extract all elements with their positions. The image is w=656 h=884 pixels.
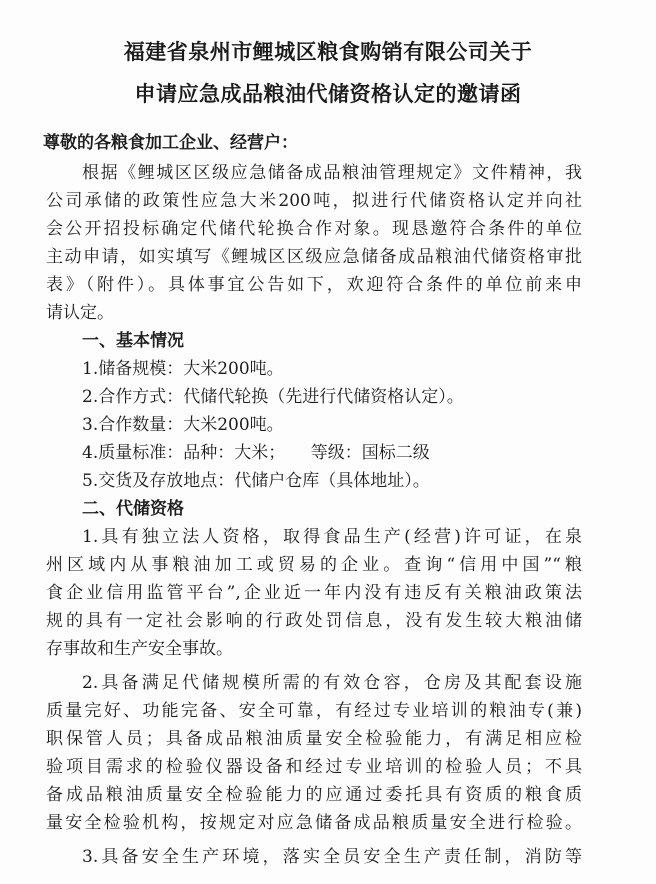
section-heading-basic-info: 一、基本情况	[82, 331, 184, 351]
section-heading-qualification: 二、代储资格	[82, 499, 184, 519]
intro-line: 根据《鲤城区区级应急储备成品粮油管理规定》文件精神，我	[82, 163, 582, 183]
salutation: 尊敬的各粮食加工企业、经营户：	[43, 133, 298, 153]
section2-p1-line: 1.具有独立法人资格，取得食品生产(经营)许可证，在泉	[82, 527, 582, 547]
section1-item: 2.合作方式：代储代轮换（先进行代储资格认定）。	[82, 387, 464, 407]
intro-line: 公司承储的政策性应急大米200吨，拟进行代储资格认定并向社	[46, 191, 582, 211]
section2-p1-line: 食企业信用监管平台”,企业近一年内没有违反有关粮油政策法	[46, 583, 582, 603]
section2-p1-line: 规的具有一定社会影响的行政处罚信息，没有发生较大粮油储	[46, 611, 582, 631]
intro-line: 主动申请，如实填写《鲤城区区级应急储备成品粮油代储资格审批	[46, 247, 582, 267]
section1-item: 1.储备规模：大米200吨。	[82, 359, 284, 379]
intro-line: 表》（附件）。具体事宜公告如下，欢迎符合条件的单位前来申	[46, 275, 582, 295]
document-title-line-2: 申请应急成品粮油代储资格认定的邀请函	[134, 82, 522, 106]
section2-p3-line: 3.具备安全生产环境，落实全员安全生产责任制，消防等	[82, 847, 582, 867]
section2-p2-line: 质量完好、功能完备、安全可靠，有经过专业培训的粮油专(兼)	[46, 701, 582, 721]
section2-p2-line: 验项目需求的检验仪器设备和经过专业培训的检验人员；不具	[46, 757, 582, 777]
intro-line: 请认定。	[46, 303, 114, 323]
document-title-line-1: 福建省泉州市鲤城区粮食购销有限公司关于	[123, 40, 533, 64]
section1-item: 5.交货及存放地点：代储户仓库（具体地址）。	[82, 471, 430, 491]
section2-p2-line: 2.具备满足代储规模所需的有效仓容，仓房及其配套设施	[82, 673, 582, 693]
section1-item: 3.合作数量：大米200吨。	[82, 415, 284, 435]
section2-p1-line: 州区域内从事粮油加工或贸易的企业。查询“信用中国”“粮	[46, 555, 582, 575]
intro-line: 会公开招投标确定代储代轮换合作对象。现恳邀符合条件的单位	[46, 219, 582, 239]
section2-p2-line: 量安全检验机构，按规定对应急储备成品粮质量安全进行检验。	[46, 813, 582, 833]
section1-item: 4.质量标准：品种：大米； 等级：国标二级	[82, 443, 430, 463]
section2-p2-line: 备成品粮油质量安全检验能力的应通过委托具有资质的粮食质	[46, 785, 582, 805]
section2-p2-line: 职保管人员；具备成品粮油质量安全检验能力，有满足相应检	[46, 729, 582, 749]
section2-p1-line: 存事故和生产安全事故。	[46, 639, 233, 659]
